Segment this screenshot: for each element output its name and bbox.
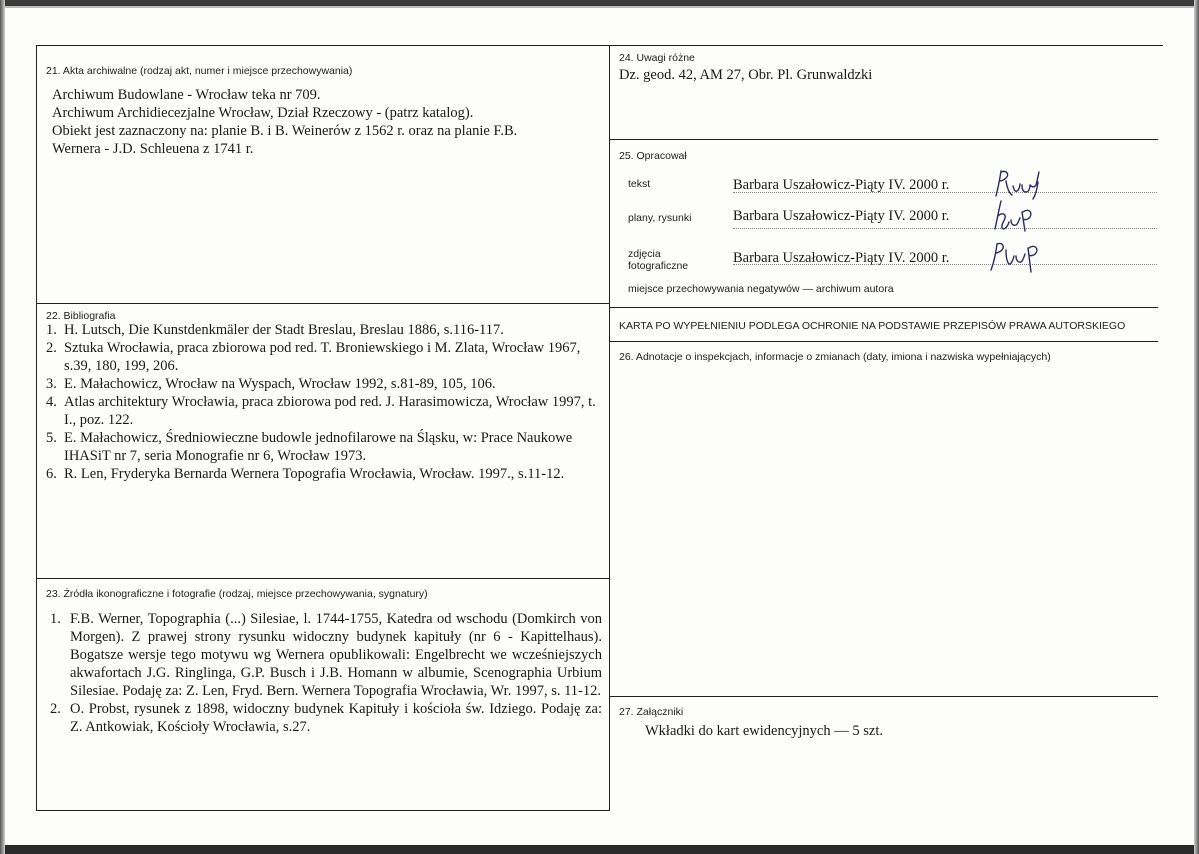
archive-line: Archiwum Archidiecezjalne Wrocław, Dział Rzeczowy - (patrz katalog). [52, 105, 474, 121]
signature-line [733, 192, 1157, 193]
row-label-photos [628, 248, 688, 272]
left-border [36, 45, 37, 811]
item-number: 1. [46, 322, 57, 338]
bibliography-list [46, 321, 596, 483]
list-item [46, 393, 596, 429]
item-text: Atlas architektury Wrocławia, praca zbiorowa pod red. J. Harasimowicza, Wrocław 1997, t. I., poz. 122. [64, 394, 596, 428]
row-label-photos-line1: zdjęcia [628, 248, 661, 260]
section-26-label: 26. Adnotacje o inspekcjach, informacje o zmianach (daty, imiona i nazwiska wypełniających) [619, 351, 1051, 363]
item-text: E. Małachowicz, Wrocław na Wyspach, Wrocław 1992, s.81-89, 105, 106. [64, 376, 496, 392]
signature-mark [990, 198, 1050, 232]
divider-25-notice [609, 307, 1158, 308]
list-item [46, 321, 596, 339]
negatives-location: miejsce przechowywania negatywów — archiwum autora [628, 283, 894, 295]
item-number: 4. [46, 394, 57, 410]
section-23-label: 23. Źródła ikonograficzne i fotografie (rodzaj, miejsce przechowywania, sygnatury) [46, 588, 428, 600]
author-drawings: Barbara Uszałowicz-Piąty IV. 2000 r. [733, 208, 950, 224]
divider-21-22 [36, 303, 610, 304]
attachments-text: Wkładki do kart ewidencyjnych — 5 szt. [645, 723, 883, 739]
row-label-drawings: plany, rysunki [628, 212, 692, 224]
section-24-label: 24. Uwagi różne [619, 52, 695, 64]
item-number: 1. [50, 611, 61, 627]
divider-22-23 [36, 578, 610, 579]
item-text: H. Lutsch, Die Kunstdenkmäler der Stadt Breslau, Breslau 1886, s.116-117. [64, 322, 504, 338]
scan-edge-bottom [0, 845, 1199, 854]
item-number: 3. [46, 376, 57, 392]
list-item [46, 465, 596, 483]
author-photos: Barbara Uszałowicz-Piąty IV. 2000 r. [733, 250, 950, 266]
list-item [46, 375, 596, 393]
item-number: 6. [46, 466, 57, 482]
section-25-label: 25. Opracował [619, 150, 687, 162]
row-label-text: tekst [628, 178, 651, 190]
signature-mark [985, 238, 1047, 274]
divider-notice-26 [609, 341, 1158, 342]
iconography-list [50, 610, 602, 736]
list-item [46, 339, 596, 375]
copyright-notice: KARTA PO WYPEŁNIENIU PODLEGA OCHRONIE NA PODSTAWIE PRZEPISÓW PRAWA AUTORSKIEGO [619, 320, 1126, 332]
top-border [36, 45, 1163, 46]
signature-mark [992, 168, 1052, 200]
section-27-label: 27. Załączniki [619, 706, 684, 718]
item-number: 2. [46, 340, 57, 356]
item-text: E. Małachowicz, Średniowieczne budowle jednofilarowe na Śląsku, w: Prace Naukowe IHASiT nr 7, seria Monografie nr 6, Wrocław 1973. [64, 430, 573, 464]
item-text: F.B. Werner, Topographia (...) Silesiae, l. 1744-1755, Katedra od wschodu (Domkirch von Morgen). Z prawej strony rysunku widoczny budynek kapituły (nr 6 - Kapittelhaus). Bogatsze wersje tego motywu wg Wernera opublikowali: Engelbrecht we wcześniejszych akwafortach J.G. Ringlinga, G.P. Busch i J.B. Homann w albumie, Scenographia Urbium Silesiae. Podaję za: Z. Len, Fryd. Bern. Wernera Topografia Wrocławia, Wr. 1997, s. 11-12. [70, 611, 602, 699]
scan-edge-right [1194, 0, 1199, 854]
list-item [50, 610, 602, 700]
item-text: Sztuka Wrocławia, praca zbiorowa pod red. T. Broniewskiego i M. Zlata, Wrocław 1967, s.39, 180, 199, 206. [64, 340, 581, 374]
section-21-label: 21. Akta archiwalne (rodzaj akt, numer i miejsce przechowywania) [46, 65, 353, 77]
archive-line: Wernera - J.D. Schleuena z 1741 r. [52, 141, 254, 157]
item-number: 2. [50, 701, 61, 717]
item-text: O. Probst, rysunek z 1898, widoczny budynek Kapituły i kościoła św. Idziego. Podaję za: Z. Antkowiak, Kościoły Wrocławia, s.27. [70, 701, 602, 735]
item-text: R. Len, Fryderyka Bernarda Wernera Topografia Wrocławia, Wrocław. 1997., s.11-12. [64, 466, 565, 482]
signature-line [733, 228, 1157, 229]
section-21-content [52, 86, 602, 158]
scan-edge-left [0, 0, 5, 854]
bottom-border-left [36, 810, 610, 811]
archive-line: Obiekt jest zaznaczony na: planie B. i B. Weinerów z 1562 r. oraz na planie F.B. [52, 123, 518, 139]
list-item [50, 700, 602, 736]
row-label-photos-line2: fotograficzne [628, 260, 689, 272]
scan-edge-top-shadow [0, 6, 1199, 8]
divider-26-27 [609, 696, 1158, 697]
section-22-label: 22. Bibliografia [46, 310, 116, 322]
archive-line: Archiwum Budowlane - Wrocław teka nr 709. [52, 87, 321, 103]
section-24-text: Dz. geod. 42, AM 27, Obr. Pl. Grunwaldzki [619, 67, 873, 83]
author-text: Barbara Uszałowicz-Piąty IV. 2000 r. [733, 177, 950, 193]
list-item [46, 429, 596, 465]
signature-line [733, 264, 1157, 265]
divider-24-25 [609, 139, 1158, 140]
item-number: 5. [46, 430, 57, 446]
